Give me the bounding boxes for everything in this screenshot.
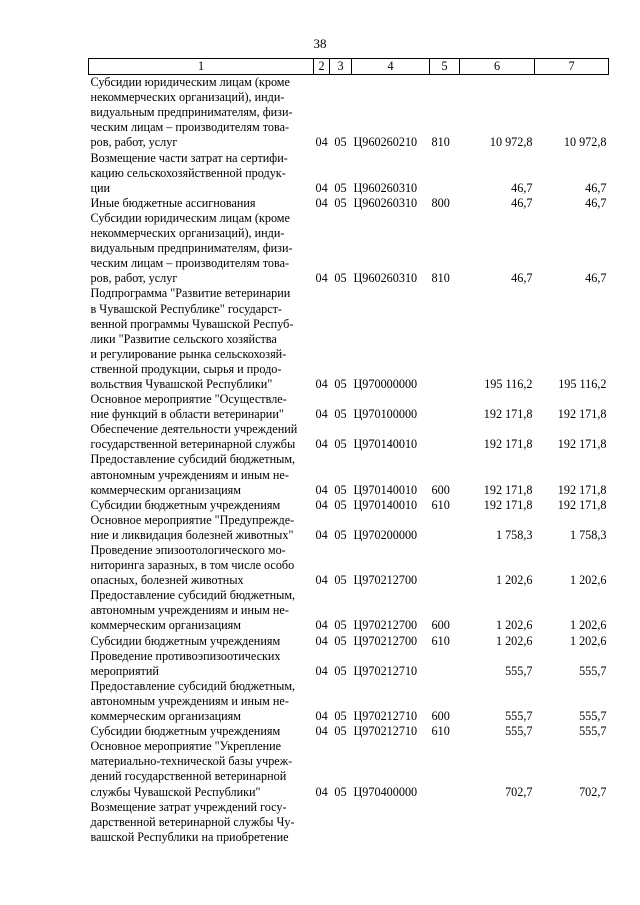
subsection-code — [330, 800, 352, 845]
description-line: и регулирование рынка сельскохозяй- — [90, 346, 287, 361]
expense-type-code: 610 — [431, 633, 450, 648]
subsection-code: 05 — [334, 271, 347, 286]
row-description — [89, 151, 314, 196]
section-code: 04 — [315, 784, 328, 799]
row-description — [89, 634, 314, 649]
expense-type-code — [430, 513, 460, 543]
description-line: автономным учреждениям и иным не- — [90, 467, 289, 482]
expense-type-code: 810 — [431, 135, 450, 150]
column-header: 6 — [460, 59, 535, 75]
amount-2019: 192 171,8 — [483, 482, 533, 497]
subsection-code: 05 — [334, 663, 347, 678]
expense-type-code — [430, 800, 460, 845]
description-line: коммерческим организациям — [90, 618, 241, 633]
expense-type-code: 600 — [431, 709, 450, 724]
section-code: 04 — [315, 633, 328, 648]
target-article-code: Ц970212710 — [353, 709, 418, 724]
amount-2020: 555,7 — [579, 724, 607, 739]
description-line: Иные бюджетные ассигнования — [90, 195, 256, 210]
budget-table — [88, 58, 609, 845]
section-code — [314, 800, 330, 845]
row-description — [89, 739, 314, 799]
row-description — [89, 211, 314, 286]
description-line: материально-технической базы учреж- — [90, 754, 293, 769]
table-row — [89, 513, 609, 543]
target-article-code: Ц970400000 — [353, 784, 418, 799]
row-description — [89, 679, 314, 724]
target-article-code: Ц960260310 — [353, 180, 418, 195]
expense-type-code: 600 — [431, 618, 450, 633]
table-body — [89, 75, 609, 845]
row-description — [89, 422, 314, 452]
section-code: 04 — [315, 573, 328, 588]
amount-2020: 192 171,8 — [557, 497, 607, 512]
description-line: Основное мероприятие "Укрепление — [90, 739, 282, 754]
section-code: 04 — [315, 618, 328, 633]
table-row — [89, 211, 609, 286]
target-article-code: Ц970212700 — [353, 633, 418, 648]
description-line: государственной ветеринарной службы — [90, 437, 296, 452]
target-article-code: Ц970212700 — [353, 573, 418, 588]
expense-type-code — [430, 392, 460, 422]
description-line: кацию сельскохозяйственной продук- — [90, 165, 286, 180]
section-code: 04 — [315, 709, 328, 724]
table-row — [89, 739, 609, 799]
amount-2019: 192 171,8 — [483, 437, 533, 452]
expense-type-code: 810 — [431, 271, 450, 286]
section-code: 04 — [315, 482, 328, 497]
section-code: 04 — [315, 527, 328, 542]
description-line: Субсидии юридическим лицам (кроме — [90, 210, 290, 225]
subsection-code: 05 — [334, 180, 347, 195]
target-article-code: Ц970212700 — [353, 618, 418, 633]
amount-2019: 46,7 — [511, 195, 533, 210]
description-line: Основное мероприятие "Предупрежде- — [90, 512, 295, 527]
amount-2019: 46,7 — [511, 180, 533, 195]
subsection-code: 05 — [334, 407, 347, 422]
target-article-code: Ц970140010 — [353, 437, 418, 452]
expense-type-code — [430, 151, 460, 196]
description-line: Проведение противоэпизоотических — [90, 648, 281, 663]
description-line: Субсидии бюджетным учреждениям — [90, 633, 281, 648]
description-line: ров, работ, услуг — [90, 135, 178, 150]
target-article-code: Ц960260210 — [353, 135, 418, 150]
row-description — [89, 513, 314, 543]
amount-2019: 555,7 — [505, 663, 533, 678]
page-number: 38 — [313, 36, 327, 51]
amount-2019: 555,7 — [505, 709, 533, 724]
amount-2020: 46,7 — [585, 180, 607, 195]
table-row — [89, 543, 609, 588]
column-header: 1 — [89, 59, 314, 75]
description-line: автономным учреждениям и иным не- — [90, 603, 289, 618]
description-line: ние функций в области ветеринарии" — [90, 407, 284, 422]
amount-2020: 555,7 — [579, 663, 607, 678]
amount-2020: 192 171,8 — [557, 407, 607, 422]
description-line: венной программы Чувашской Респуб- — [90, 316, 294, 331]
amount-2020: 46,7 — [585, 271, 607, 286]
target-article-code: Ц970100000 — [353, 407, 418, 422]
description-line: Подпрограмма "Развитие ветеринарии — [90, 286, 291, 301]
section-code: 04 — [315, 376, 328, 391]
amount-2019: 10 972,8 — [489, 135, 533, 150]
amount-2020: 195 116,2 — [558, 376, 607, 391]
amount-2020: 702,7 — [579, 784, 607, 799]
description-line: Субсидии бюджетным учреждениям — [90, 724, 281, 739]
description-line: некоммерческих организаций), инди- — [90, 90, 285, 105]
description-line: Предоставление субсидий бюджетным, — [90, 678, 296, 693]
target-article-code: Ц960260310 — [353, 195, 418, 210]
expense-type-code — [430, 286, 460, 392]
table-row — [89, 286, 609, 392]
amount-2019: 555,7 — [505, 724, 533, 739]
amount-2019: 195 116,2 — [484, 376, 533, 391]
section-code: 04 — [315, 437, 328, 452]
amount-2019 — [460, 800, 535, 845]
description-line: вольствия Чувашской Республики" — [90, 376, 273, 391]
target-article-code: Ц970140010 — [353, 497, 418, 512]
expense-type-code — [430, 543, 460, 588]
target-article-code: Ц970140010 — [353, 482, 418, 497]
section-code: 04 — [315, 407, 328, 422]
table-row — [89, 649, 609, 679]
section-code: 04 — [315, 195, 328, 210]
table-row — [89, 800, 609, 845]
target-article-code: Ц970200000 — [353, 527, 418, 542]
row-description — [89, 800, 314, 845]
description-line: службы Чувашской Республики" — [90, 784, 261, 799]
description-line: ров, работ, услуг — [90, 271, 178, 286]
row-description — [89, 286, 314, 392]
table-row — [89, 452, 609, 497]
subsection-code: 05 — [334, 633, 347, 648]
amount-2019: 46,7 — [511, 271, 533, 286]
description-line: видуальным предпринимателям, физи- — [90, 105, 293, 120]
amount-2020: 192 171,8 — [557, 437, 607, 452]
description-line: Субсидии юридическим лицам (кроме — [90, 75, 290, 90]
description-line: ческим лицам – производителям това- — [90, 256, 290, 271]
description-line: ции — [90, 180, 111, 195]
amount-2020 — [535, 800, 609, 845]
subsection-code: 05 — [334, 618, 347, 633]
subsection-code: 05 — [334, 724, 347, 739]
expense-type-code: 800 — [431, 195, 450, 210]
amount-2020: 1 758,3 — [569, 527, 607, 542]
table-row — [89, 196, 609, 211]
table-row — [89, 392, 609, 422]
description-line: Возмещение затрат учреждений госу- — [90, 799, 287, 814]
row-description — [89, 588, 314, 633]
description-line: ние и ликвидация болезней животных" — [90, 527, 294, 542]
description-line: Проведение эпизоотологического мо- — [90, 543, 286, 557]
description-line: Основное мероприятие "Осуществле- — [90, 392, 287, 407]
target-article-code: Ц970212710 — [353, 663, 418, 678]
description-line: ственной продукции, сырья и продо- — [90, 361, 282, 376]
amount-2019: 192 171,8 — [483, 497, 533, 512]
column-header: 5 — [430, 59, 460, 75]
target-article-code: Ц970000000 — [353, 376, 418, 391]
description-line: видуальным предпринимателям, физи- — [90, 241, 293, 256]
section-code: 04 — [315, 135, 328, 150]
expense-type-code — [430, 422, 460, 452]
section-code: 04 — [315, 180, 328, 195]
table-row — [89, 634, 609, 649]
description-line: ческим лицам – производителям това- — [90, 120, 290, 135]
description-line: коммерческим организациям — [90, 482, 241, 497]
target-article-code — [352, 800, 430, 845]
expense-type-code — [430, 649, 460, 679]
subsection-code: 05 — [334, 482, 347, 497]
table-row — [89, 151, 609, 196]
description-line: автономным учреждениям и иным не- — [90, 693, 289, 708]
table-header-row — [89, 59, 609, 75]
amount-2019: 192 171,8 — [483, 407, 533, 422]
amount-2019: 1 758,3 — [495, 527, 533, 542]
section-code: 04 — [315, 497, 328, 512]
amount-2020: 555,7 — [579, 709, 607, 724]
amount-2020: 1 202,6 — [569, 573, 607, 588]
row-description — [89, 452, 314, 497]
subsection-code: 05 — [334, 784, 347, 799]
subsection-code: 05 — [334, 497, 347, 512]
amount-2020: 1 202,6 — [569, 633, 607, 648]
description-line: Субсидии бюджетным учреждениям — [90, 497, 281, 512]
row-description — [89, 392, 314, 422]
column-header: 7 — [535, 59, 609, 75]
column-header: 2 — [314, 59, 330, 75]
description-line: Возмещение части затрат на сертифи- — [90, 150, 288, 165]
amount-2019: 1 202,6 — [495, 618, 533, 633]
subsection-code: 05 — [334, 376, 347, 391]
description-line: Обеспечение деятельности учреждений — [90, 422, 298, 437]
amount-2020: 46,7 — [585, 195, 607, 210]
table-row — [89, 724, 609, 739]
expense-type-code: 600 — [431, 482, 450, 497]
subsection-code: 05 — [334, 709, 347, 724]
description-line: в Чувашской Республике" государст- — [90, 301, 282, 316]
subsection-code: 05 — [334, 527, 347, 542]
amount-2019: 1 202,6 — [495, 573, 533, 588]
column-header: 3 — [330, 59, 352, 75]
table-row — [89, 75, 609, 151]
description-line: ниторинга заразных, в том числе особо — [90, 558, 295, 573]
section-code: 04 — [315, 663, 328, 678]
target-article-code: Ц960260310 — [353, 271, 418, 286]
description-line: коммерческим организациям — [90, 709, 241, 724]
column-header: 4 — [352, 59, 430, 75]
table-row — [89, 422, 609, 452]
table-row — [89, 588, 609, 633]
amount-2020: 10 972,8 — [563, 135, 607, 150]
row-description — [89, 724, 314, 739]
row-description — [89, 196, 314, 211]
table-row — [89, 498, 609, 513]
description-line: Предоставление субсидий бюджетным, — [90, 452, 296, 467]
row-description — [89, 649, 314, 679]
subsection-code: 05 — [334, 573, 347, 588]
description-line: дарственной ветеринарной службы Чу- — [90, 814, 295, 829]
expense-type-code: 610 — [431, 497, 450, 512]
subsection-code: 05 — [334, 135, 347, 150]
subsection-code: 05 — [334, 195, 347, 210]
description-line: опасных, болезней животных — [90, 573, 244, 588]
amount-2020: 1 202,6 — [569, 618, 607, 633]
description-line: некоммерческих организаций), инди- — [90, 226, 285, 241]
row-description — [89, 543, 314, 588]
amount-2019: 1 202,6 — [495, 633, 533, 648]
target-article-code: Ц970212710 — [353, 724, 418, 739]
description-line: мероприятий — [90, 663, 159, 678]
description-line: вашской Республики на приобретение — [90, 829, 289, 844]
table-row — [89, 679, 609, 724]
section-code: 04 — [315, 724, 328, 739]
expense-type-code: 610 — [431, 724, 450, 739]
amount-2020: 192 171,8 — [557, 482, 607, 497]
row-description — [89, 75, 314, 151]
amount-2019: 702,7 — [505, 784, 533, 799]
expense-type-code — [430, 739, 460, 799]
description-line: лики "Развитие сельского хозяйства — [90, 331, 277, 346]
row-description — [89, 498, 314, 513]
section-code: 04 — [315, 271, 328, 286]
subsection-code: 05 — [334, 437, 347, 452]
description-line: Предоставление субсидий бюджетным, — [90, 588, 296, 603]
description-line: дений государственной ветеринарной — [90, 769, 287, 784]
